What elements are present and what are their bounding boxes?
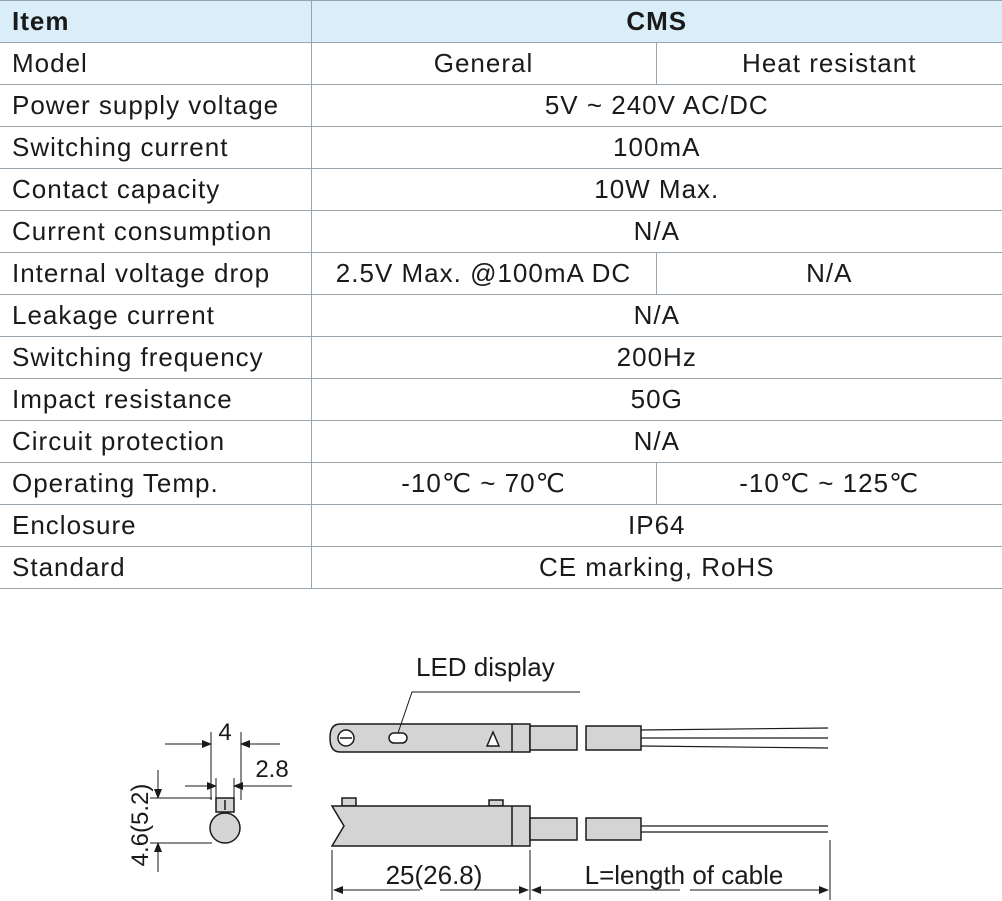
table-header-row (0, 1, 1002, 43)
row-label: Enclosure (0, 505, 311, 547)
table-row (0, 169, 1002, 211)
row-value: N/A (656, 253, 1002, 295)
row-value: N/A (311, 295, 1002, 337)
table-row (0, 337, 1002, 379)
header-series: CMS (311, 1, 1002, 43)
sensor-profile (210, 813, 240, 843)
table-row (0, 211, 1002, 253)
table-row (0, 295, 1002, 337)
row-value: Heat resistant (656, 43, 1002, 85)
row-label: Operating Temp. (0, 463, 311, 505)
cable-length-label: L=length of cable (584, 860, 784, 890)
row-label: Switching current (0, 127, 311, 169)
row-label: Leakage current (0, 295, 311, 337)
dim-height: 4.6(5.2) (127, 783, 154, 867)
row-value: 2.5V Max. @100mA DC (311, 253, 656, 295)
row-label: Model (0, 43, 311, 85)
table-row (0, 85, 1002, 127)
row-label: Power supply voltage (0, 85, 311, 127)
row-value: General (311, 43, 656, 85)
table-row (0, 127, 1002, 169)
dimension-diagram (0, 600, 1002, 901)
row-value: -10℃ ~ 70℃ (311, 463, 656, 505)
row-value: N/A (311, 211, 1002, 253)
row-value: N/A (311, 421, 1002, 463)
row-label: Current consumption (0, 211, 311, 253)
row-value: 100mA (311, 127, 1002, 169)
row-label: Internal voltage drop (0, 253, 311, 295)
table-row (0, 379, 1002, 421)
row-value: -10℃ ~ 125℃ (656, 463, 1002, 505)
sensor-top-view (330, 692, 828, 752)
table-row (0, 463, 1002, 505)
row-label: Circuit protection (0, 421, 311, 463)
row-label: Standard (0, 547, 311, 589)
table-row (0, 547, 1002, 589)
row-value: 10W Max. (311, 169, 1002, 211)
dim-length: 25(26.8) (385, 860, 483, 890)
row-label: Switching frequency (0, 337, 311, 379)
table-row (0, 421, 1002, 463)
table-row (0, 505, 1002, 547)
row-value: IP64 (311, 505, 1002, 547)
led-window (389, 733, 407, 743)
dim-inner: 2.8 (255, 756, 289, 783)
row-label: Contact capacity (0, 169, 311, 211)
led-display-label: LED display (416, 652, 555, 682)
table-row (0, 43, 1002, 85)
cross-section-view (150, 732, 292, 872)
dim-width: 4 (218, 719, 232, 746)
row-value: CE marking, RoHS (311, 547, 1002, 589)
header-item: Item (0, 1, 311, 43)
row-value: 50G (311, 379, 1002, 421)
row-value: 5V ~ 240V AC/DC (311, 85, 1002, 127)
row-value: 200Hz (311, 337, 1002, 379)
row-label: Impact resistance (0, 379, 311, 421)
table-row (0, 253, 1002, 295)
